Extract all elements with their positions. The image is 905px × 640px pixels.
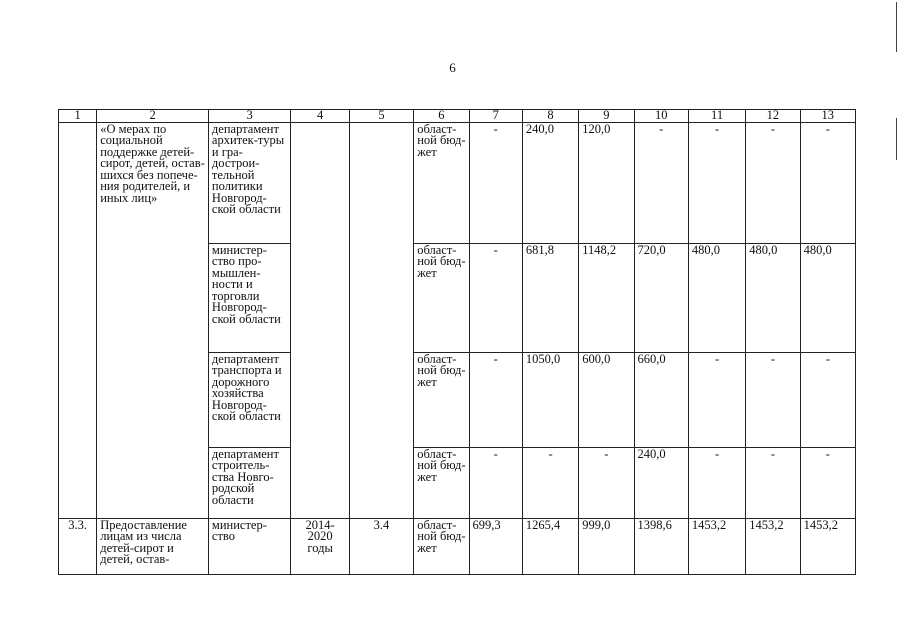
value-cell: 480,0 (688, 243, 745, 352)
target-cell: 3.4 (349, 518, 413, 574)
value-cell: 999,0 (579, 518, 634, 574)
value-cell: 1453,2 (746, 518, 800, 574)
column-number: 3 (208, 110, 291, 123)
funding-source-cell: област-ной бюд-жет (414, 243, 469, 352)
value-cell: 720,0 (634, 243, 688, 352)
column-number-row (59, 110, 856, 123)
value-cell: - (800, 122, 855, 243)
value-cell: - (800, 447, 855, 518)
value-cell: 1265,4 (522, 518, 578, 574)
value-cell: 480,0 (746, 243, 800, 352)
value-cell: 660,0 (634, 352, 688, 447)
funding-source-cell: област-ной бюд-жет (414, 352, 469, 447)
value-cell: 1148,2 (579, 243, 634, 352)
column-number: 11 (688, 110, 745, 123)
column-number: 10 (634, 110, 688, 123)
value-cell: 120,0 (579, 122, 634, 243)
column-number: 12 (746, 110, 800, 123)
value-cell: 681,8 (522, 243, 578, 352)
column-number: 1 (59, 110, 97, 123)
column-number: 8 (522, 110, 578, 123)
column-number: 5 (349, 110, 413, 123)
period-cell: 2014-2020 годы (291, 518, 349, 574)
column-number: 6 (414, 110, 469, 123)
column-number: 13 (800, 110, 855, 123)
value-cell: 1453,2 (688, 518, 745, 574)
table-row (59, 518, 856, 574)
value-cell: - (688, 447, 745, 518)
value-cell: - (469, 243, 522, 352)
funding-source-cell: област-ной бюд-жет (414, 447, 469, 518)
executor-cell: департамент архитек-туры и гра-дострои-тельной политики Новгород-ской области (208, 122, 291, 243)
value-cell: - (522, 447, 578, 518)
value-cell: 1453,2 (800, 518, 855, 574)
value-cell: - (688, 122, 745, 243)
value-cell: - (800, 352, 855, 447)
column-number: 4 (291, 110, 349, 123)
scan-edge-mark (896, 2, 897, 52)
value-cell: 1398,6 (634, 518, 688, 574)
target-cell (349, 122, 413, 518)
value-cell: 1050,0 (522, 352, 578, 447)
value-cell: 600,0 (579, 352, 634, 447)
measure-name-cell: Предоставление лицам из числа детей-сирот и детей, остав- (97, 518, 209, 574)
value-cell: 480,0 (800, 243, 855, 352)
row-number-cell: 3.3. (59, 518, 97, 574)
row-number-cell (59, 122, 97, 518)
value-cell: - (469, 447, 522, 518)
value-cell: 240,0 (522, 122, 578, 243)
column-number: 2 (97, 110, 209, 123)
column-number: 7 (469, 110, 522, 123)
value-cell: - (634, 122, 688, 243)
executor-cell: департамент транспорта и дорожного хозяйства Новгород-ской области (208, 352, 291, 447)
executor-cell: департамент строитель-ства Новго-родской области (208, 447, 291, 518)
value-cell: - (746, 122, 800, 243)
period-cell (291, 122, 349, 518)
column-number: 9 (579, 110, 634, 123)
funding-source-cell: област-ной бюд-жет (414, 122, 469, 243)
value-cell: 699,3 (469, 518, 522, 574)
program-funding-table (58, 109, 856, 575)
executor-cell: министер-ство про-мышлен-ности и торговли Новгород-ской области (208, 243, 291, 352)
page-number: 6 (449, 60, 456, 75)
funding-source-cell: област-ной бюд-жет (414, 518, 469, 574)
value-cell: - (469, 122, 522, 243)
scan-edge-mark (896, 118, 897, 160)
value-cell: - (688, 352, 745, 447)
measure-name-cell: «О мерах по социальной поддержке детей-сирот, детей, остав-шихся без попече-ния родителей, и иных лиц» (97, 122, 209, 518)
value-cell: - (579, 447, 634, 518)
value-cell: - (746, 447, 800, 518)
table-row (59, 122, 856, 243)
value-cell: 240,0 (634, 447, 688, 518)
value-cell: - (469, 352, 522, 447)
executor-cell: министер-ство (208, 518, 291, 574)
value-cell: - (746, 352, 800, 447)
